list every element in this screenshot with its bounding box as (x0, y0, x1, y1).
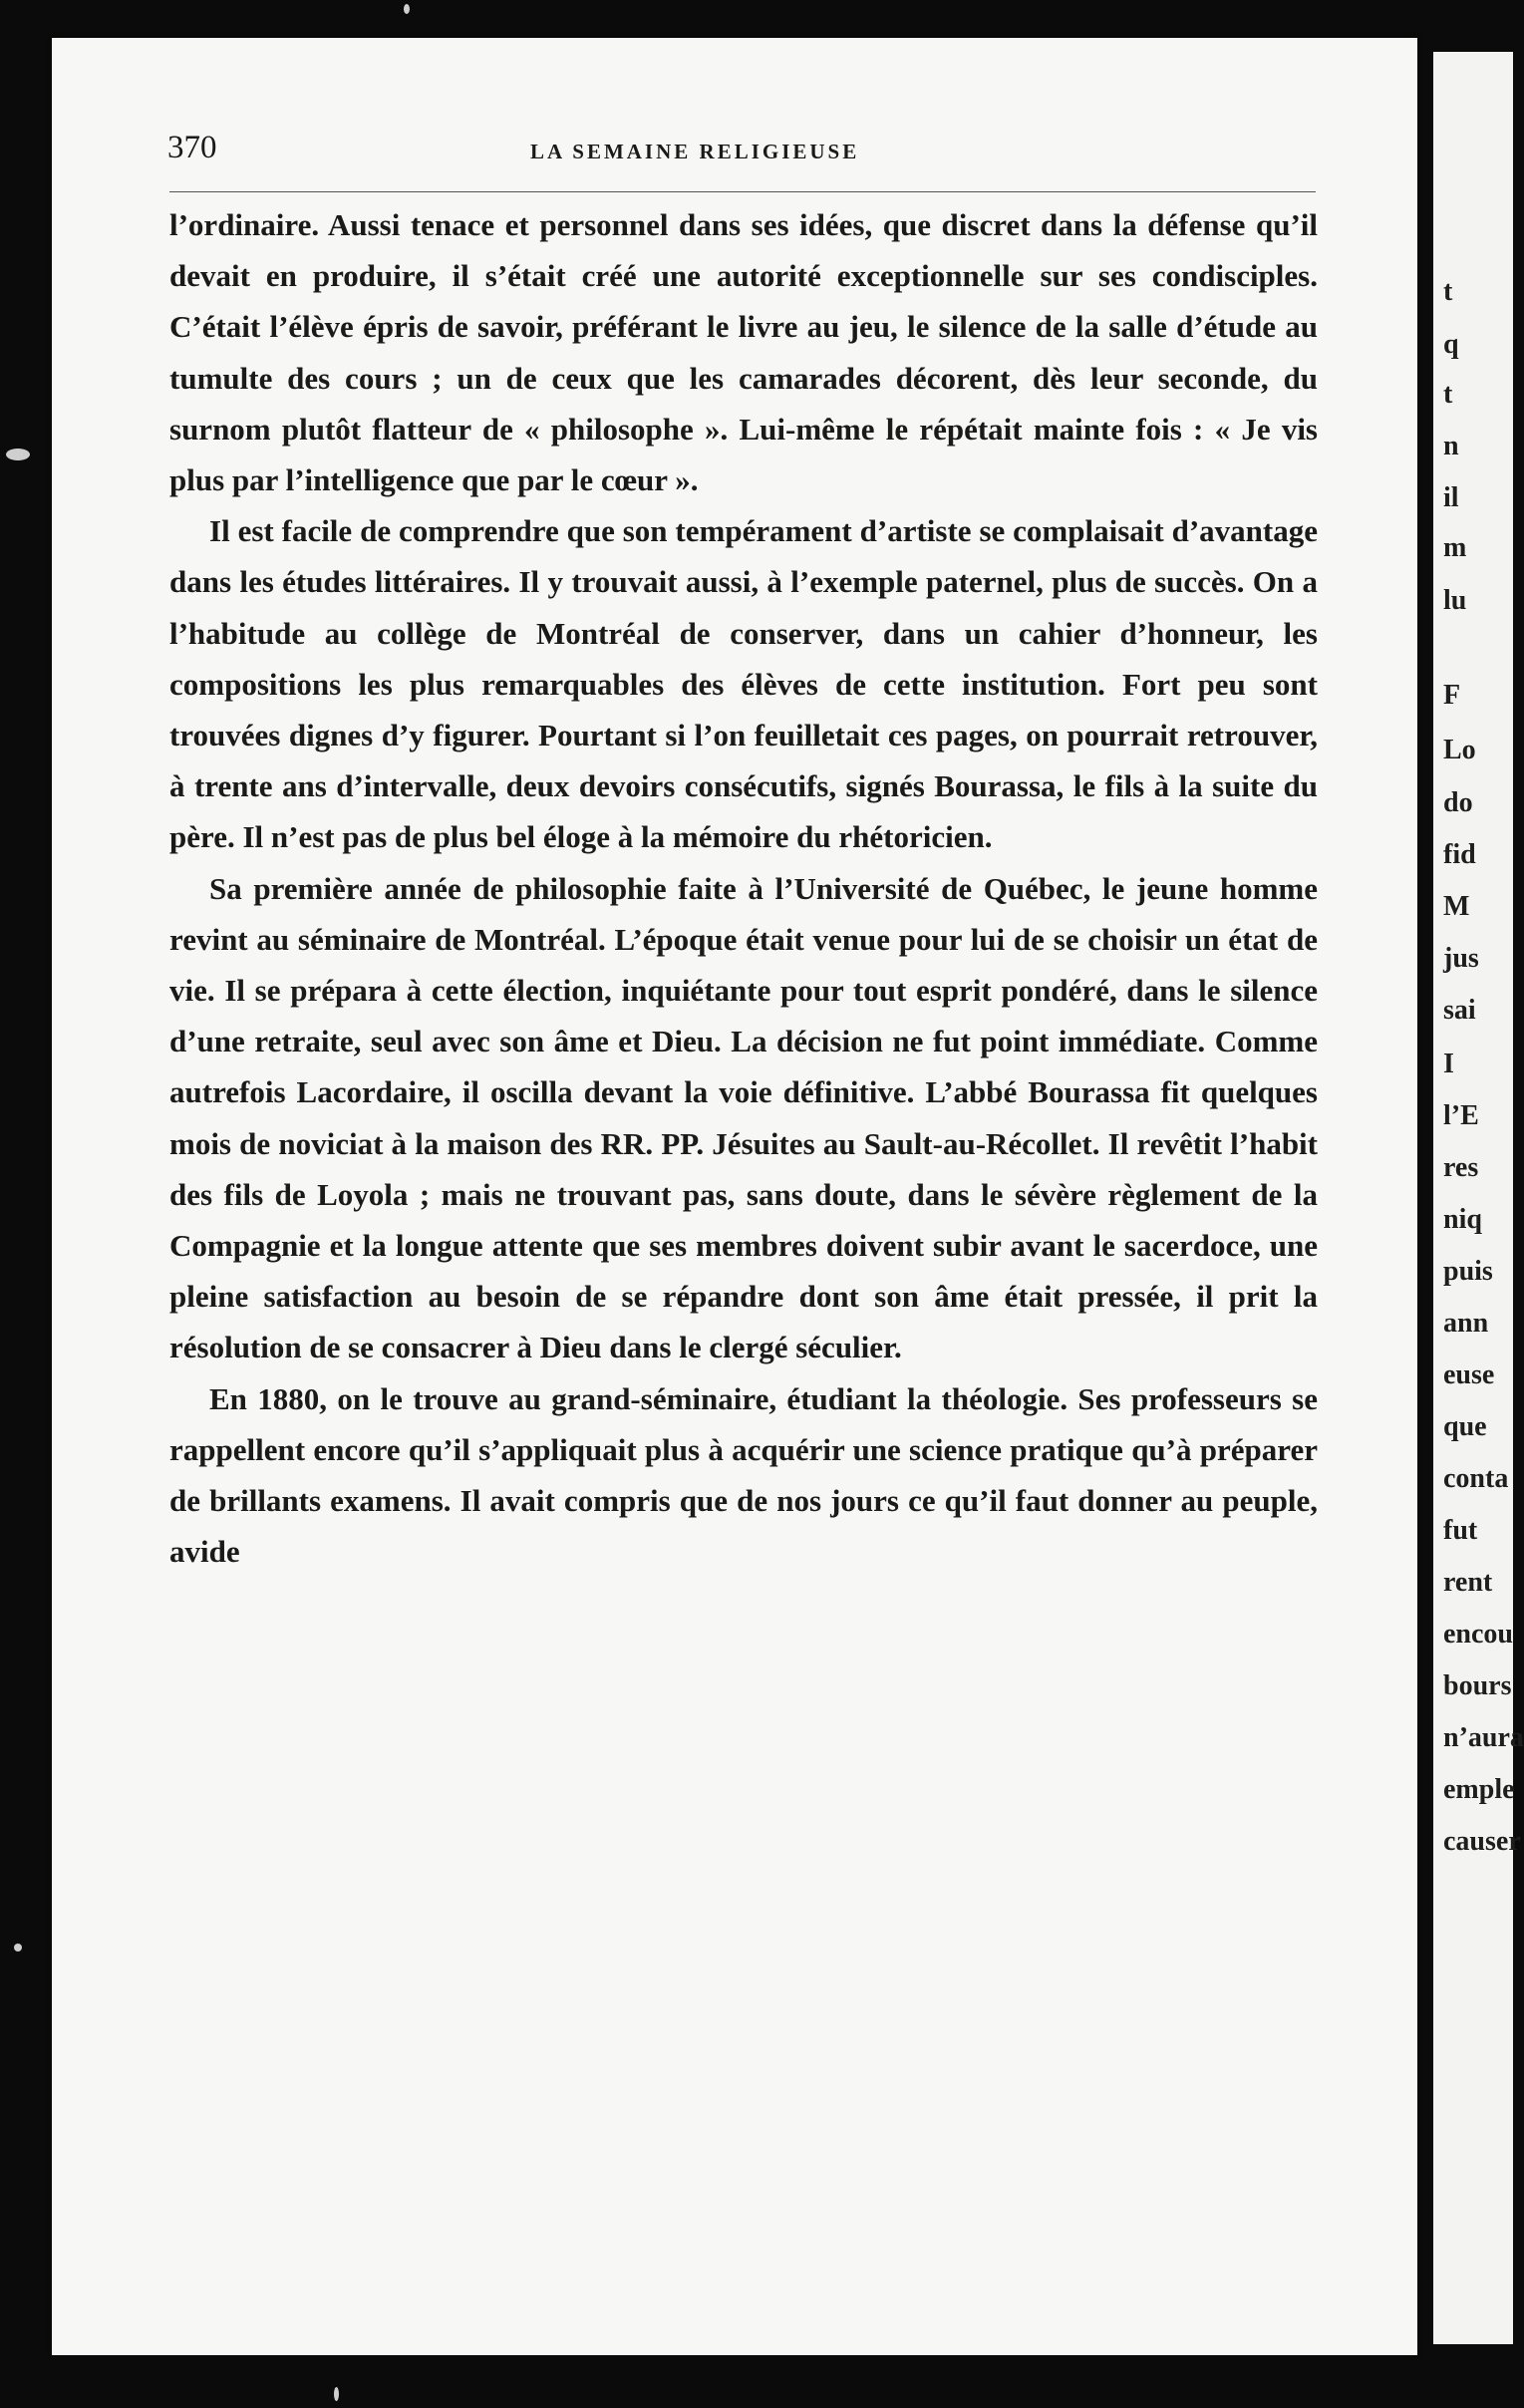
adjacent-fragment: res (1443, 1152, 1479, 1183)
adjacent-fragment: puis (1443, 1256, 1493, 1287)
adjacent-fragment: emple (1443, 1774, 1515, 1805)
adjacent-fragment: que (1443, 1411, 1487, 1442)
adjacent-fragment: il (1443, 482, 1459, 513)
adjacent-fragment: encou (1443, 1619, 1513, 1650)
paragraph-1: l’ordinaire. Aussi tenace et personnel dans ses idées, que discret dans la défense qu’il devait en produire, il s’était créé une autorité exceptionnelle sur ses condisciples. C’était l’élève épris de savoir, préférant le livre au jeu, le silence de la salle d’étude au tumulte des cours ; un de ceux que les camarades décorent, dès leur seconde, du surnom plutôt flatteur de « philosophe ». Lui-même le répétait mainte fois : « Je vis plus par l’intelligence que par le cœur ». (169, 207, 1318, 498)
adjacent-fragment: euse (1443, 1359, 1495, 1390)
adjacent-fragment: ann (1443, 1308, 1489, 1339)
adjacent-fragment: conta (1443, 1463, 1509, 1494)
adjacent-fragment: do (1443, 787, 1473, 818)
adjacent-fragment: lu (1443, 585, 1467, 616)
adjacent-fragment: fid (1443, 839, 1476, 870)
running-title: LA SEMAINE RELIGIEUSE (530, 140, 860, 163)
adjacent-fragment: I (1443, 1049, 1454, 1079)
adjacent-fragment: jus (1443, 943, 1479, 974)
adjacent-fragment: causer (1443, 1826, 1521, 1857)
adjacent-fragment: F (1443, 680, 1461, 711)
page-number: 370 (167, 130, 217, 165)
adjacent-fragment: rent (1443, 1567, 1493, 1598)
adjacent-fragment: t (1443, 379, 1453, 410)
adjacent-fragment: sai (1443, 995, 1476, 1026)
adjacent-fragment: niq (1443, 1204, 1482, 1235)
body-text (169, 199, 1318, 1577)
scan-speck (14, 1944, 22, 1952)
adjacent-page-edge (1433, 52, 1524, 2344)
header-divider (169, 191, 1316, 192)
scan-speck (404, 4, 410, 14)
adjacent-fragment: bours (1443, 1670, 1512, 1701)
paragraph-4: En 1880, on le trouve au grand-séminaire, étudiant la théologie. Ses professeurs se rappellent encore qu’il s’appliquait plus à acquérir une science pratique qu’à préparer de brillants examens. Il avait compris que de nos jours ce qu’il faut donner au peuple, avide (169, 1380, 1318, 1570)
adjacent-fragment: m (1443, 532, 1467, 563)
scan-speck (334, 2387, 339, 2401)
adjacent-fragment: t (1443, 276, 1453, 307)
adjacent-fragment: n’aura (1443, 1722, 1524, 1753)
adjacent-fragment: M (1443, 891, 1470, 922)
adjacent-fragment: n (1443, 431, 1459, 461)
adjacent-fragment: l’E (1443, 1100, 1479, 1131)
adjacent-fragment: q (1443, 329, 1459, 360)
adjacent-fragment: Lo (1443, 735, 1476, 765)
paragraph-3: Sa première année de philosophie faite à l’Université de Québec, le jeune homme revint au séminaire de Montréal. L’époque était venue pour lui de se choisir un état de vie. Il se prépara à cette élection, inquiétante pour tout esprit pondéré, dans le silence d’une retraite, seul avec son âme et Dieu. La décision ne fut point immédiate. Comme autrefois Lacordaire, il oscilla devant la voie définitive. L’abbé Bourassa fit quelques mois de noviciat à la maison des RR. PP. Jésuites au Sault-au-Récollet. Il revêtit l’habit des fils de Loyola ; mais ne trouvant pas, sans doute, dans le sévère règlement de la Compagnie et la longue attente que ses membres doivent subir avant le sacerdoce, une pleine satisfaction au besoin de se répandre dont son âme était pressée, il prit la résolution de se consacrer à Dieu dans le clergé séculier. (169, 870, 1318, 1365)
scan-speck (6, 449, 30, 460)
adjacent-fragment: fut (1443, 1515, 1478, 1546)
paragraph-2: Il est facile de comprendre que son tempérament d’artiste se complaisait d’avantage dans les études littéraires. Il y trouvait aussi, à l’exemple paternel, plus de succès. On a l’habitude au collège de Montréal de conserver, dans un cahier d’honneur, les compositions les plus remarquables des élèves de cette institution. Fort peu sont trouvées dignes d’y figurer. Pourtant si l’on feuilletait ces pages, on pourrait retrouver, à trente ans d’intervalle, deux devoirs consécutifs, signés Bourassa, le fils à la suite du père. Il n’est pas de plus bel éloge à la mémoire du rhétoricien. (169, 513, 1318, 855)
